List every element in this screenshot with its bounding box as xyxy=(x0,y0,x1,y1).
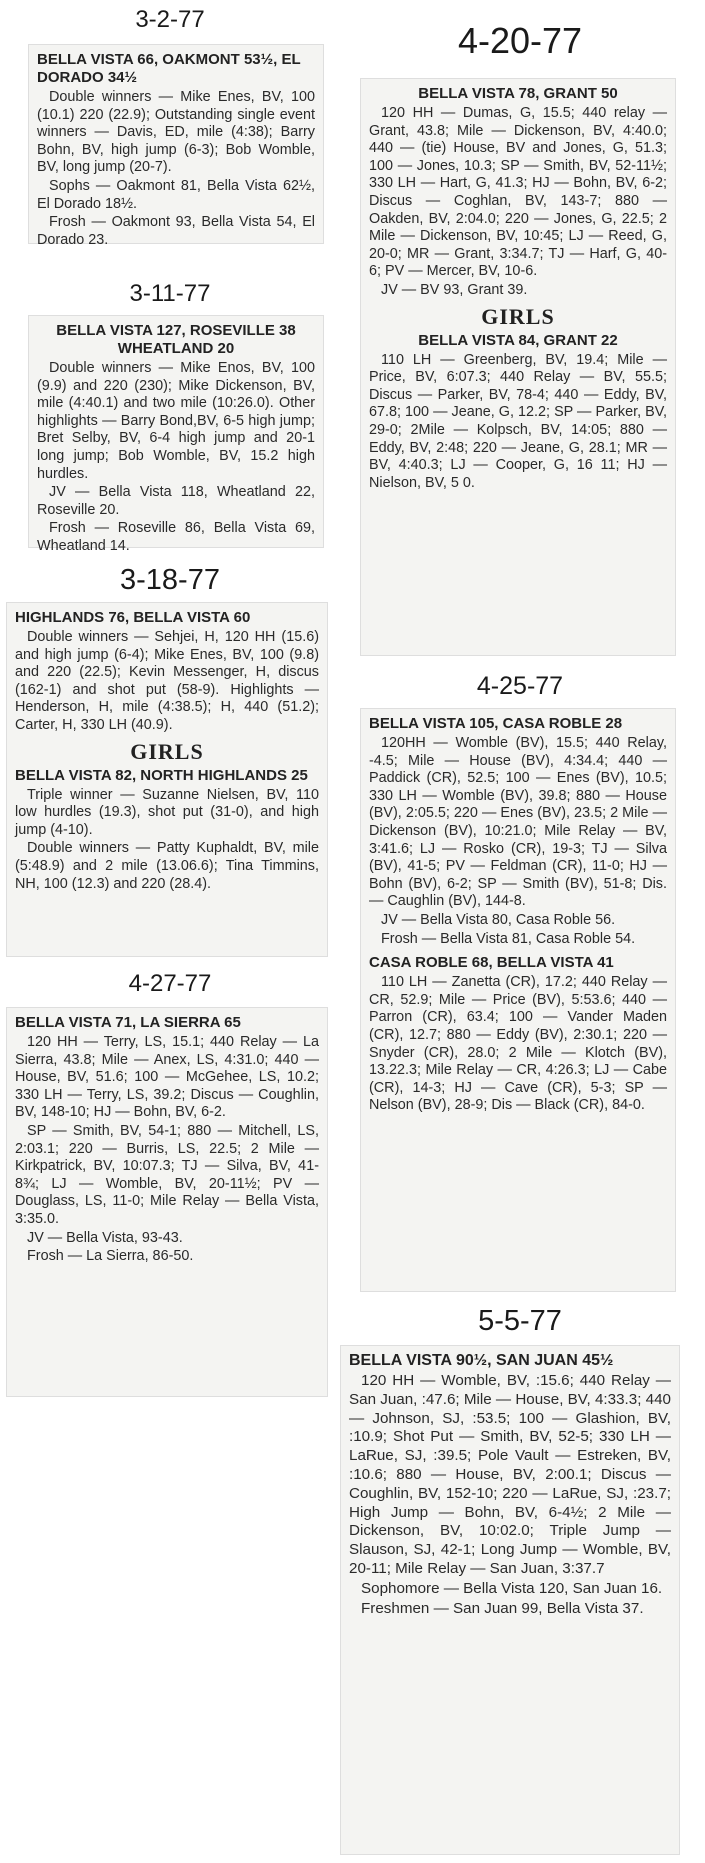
clipping-4-20-77 xyxy=(360,78,676,656)
meet-results-body xyxy=(15,1034,319,1266)
results-paragraph: JV — Bella Vista 80, Casa Roble 56. xyxy=(381,911,616,928)
clipping-3-18-77 xyxy=(6,602,328,957)
results-paragraph: 120HH — Womble (BV), 15.5; 440 Relay, -4.5; Mile — House (BV), 4:34.4; 440 — Paddick (CR), 52.5; 100 — Enes (BV), 10.5; 330 LH — Womble (BV), 39.8; 880 — House (BV), 2:05.5; 220 — Enes (BV), 23.5; 2 Mile — Dickenson (BV), 10:21.0; Mile Relay — BV, 3:41.6; LJ — Rosko (CR), 19-3; TJ — Silva (BV), 41-5; PV — Feldman (CR), 11-0; HJ — Bohn (BV), 6-2; SP — Smith (BV), 51-8; Dis. — Caughlin (BV), 144-8. xyxy=(369,735,667,910)
girls-meet-score-headline: BELLA VISTA 82, NORTH HIGHLANDS 25 xyxy=(15,766,308,784)
date-heading-3-11-77: 3-11-77 xyxy=(129,280,211,307)
date-heading-3-2-77: 3-2-77 xyxy=(135,6,205,33)
results-paragraph: Frosh — Bella Vista 81, Casa Roble 54. xyxy=(381,930,636,947)
clipping-3-11-77 xyxy=(28,315,324,554)
girls-meet-score-headline: BELLA VISTA 84, GRANT 22 xyxy=(418,331,618,349)
results-paragraph: Frosh — Roseville 86, Bella Vista 69, Wheatland 14. xyxy=(37,520,315,554)
date-heading-5-5-77: 5-5-77 xyxy=(478,1305,562,1337)
results-paragraph: Double winners — Patty Kuphaldt, BV, mile (5:48.9) and 2 mile (13.06.6); Tina Timmins, NH, 100 (12.3) and 220 (28.4). xyxy=(15,840,319,892)
meet-results-body xyxy=(15,629,319,735)
meet-score-headline: BELLA VISTA 78, GRANT 50 xyxy=(418,85,618,102)
date-heading-4-25-77: 4-25-77 xyxy=(476,672,564,700)
results-paragraph: JV — Bella Vista, 93-43. xyxy=(27,1229,183,1246)
meet-results-body xyxy=(37,89,315,249)
results-paragraph: Double winners — Sehjei, H, 120 HH (15.6) and high jump (6-4); Mike Enes, BV, 100 (9.8) and 220 (22.5); Kevin Messenger, H, discus (162-1) and shot put (58-9). Highlights — Henderson, H, mile (4:38.5); H, 440 (51.2); Carter, H, 330 LH (40.9). xyxy=(15,629,319,733)
results-paragraph: SP — Smith, BV, 54-1; 880 — Mitchell, LS, 2:03.1; 220 — Burris, LS, 22.5; 2 Mile — Kirkpatrick, BV, 10:07.3; TJ — Silva, BV, 41-8¾; LJ — Womble, BV, 20-11½; PV — Douglass, LS, 11-0; Mile Relay — Bella Vista, 3:35.0. xyxy=(15,1122,319,1227)
girls-results-body xyxy=(369,352,667,493)
results-paragraph: Triple winner — Suzanne Nielsen, BV, 110 low hurdles (19.3), shot put (31-0), and high jump (4-10). xyxy=(15,786,319,838)
results-paragraph: 110 LH — Zanetta (CR), 17.2; 440 Relay — CR, 52.9; Mile — Price (BV), 5:53.6; 440 — Parron (CR), 63.4; 100 — Vander Maden (CR), 12.7; 880 — Eddy (BV), 2:30.1; 220 — Snyder (CR), 28.0; 2 Mile — Klotch (BV), 13.22.3; Mile Relay — CR, 4:26.3; LJ — Cabe (CR), 14-3; HJ — Cave (CR), 5-3; SP — Nelson (BV), 28-9; Dis — Black (CR), 84-0. xyxy=(369,974,667,1114)
results-paragraph: Sophomore — Bella Vista 120, San Juan 16. xyxy=(361,1579,663,1597)
meet-score-headline: BELLA VISTA 90½, SAN JUAN 45½ xyxy=(349,1352,614,1369)
results-paragraph: 120 HH — Dumas, G, 15.5; 440 relay — Grant, 43.8; Mile — Dickenson, BV, 4:40.0; 440 — (tie) House, BV and Jones, G, 51.3; 100 — Jones, 10.3; SP — Smith, BV, 52-11½; 330 LH — Hart, G, 41.3; HJ — Bohn, BV, 6-2; Discus — Coghlan, BV, 143-7; 880 — Oakden, BV, 2:04.0; 220 — Jones, G, 22.5; 2 Mile — Dickenson, BV, 10:45; LJ — Reed, G, 20-0; MR — Grant, 3:34.7; TJ — Harf, G, 40-6; PV — Mercer, BV, 10-6. xyxy=(369,105,667,280)
results-paragraph: Freshmen — San Juan 99, Bella Vista 37. xyxy=(361,1599,644,1617)
meet-results-body xyxy=(369,105,667,300)
meet-score-headline: BELLA VISTA 127, ROSEVILLE 38 WHEATLAND 20 xyxy=(56,322,296,357)
results-paragraph: Frosh — Oakmont 93, Bella Vista 54, El Dorado 23. xyxy=(37,214,315,248)
results-paragraph: JV — BV 93, Grant 39. xyxy=(381,281,528,298)
results-paragraph: Sophs — Oakmont 81, Bella Vista 62½, El Dorado 18½. xyxy=(37,177,315,212)
second-meet-score-headline: CASA ROBLE 68, BELLA VISTA 41 xyxy=(369,954,614,972)
meet-score-headline: HIGHLANDS 76, BELLA VISTA 60 xyxy=(15,609,251,626)
second-meet-results-body xyxy=(369,974,667,1115)
results-paragraph: 110 LH — Greenberg, BV, 19.4; Mile — Price, BV, 6:07.3; 440 Relay — BV, 55.5; Discus — Parker, BV, 78-4; 440 — Eddy, BV, 67.8; 100 — Jeane, G, 12.2; SP — Parker, BV, 29-0; 2Mile — Kolpsch, BV, 14:05; 880 — Eddy, BV, 2:48; 220 — Jeane, G, 28.1; MR — BV, 4:40.3; LJ — Cooper, G, 16 11; HJ — Nielson, BV, 5 0. xyxy=(369,351,667,491)
girls-section-heading: GIRLS xyxy=(130,738,204,764)
date-heading-4-20-77: 4-20-77 xyxy=(457,20,583,61)
meet-results-body xyxy=(369,735,667,948)
date-heading-4-27-77: 4-27-77 xyxy=(128,970,212,997)
results-paragraph: 120 HH — Womble, BV, :15.6; 440 Relay — San Juan, :47.6; Mile — House, BV, 4:33.3; 440 — Johnson, SJ, :53.5; 100 — Glashion, BV, :10.9; Shot Put — Smith, BV, 52-5; 330 LH — LaRue, SJ, :39.5; Pole Vault — Estreken, BV, :10.6; 880 — House, BV, 2:00.1; Discus — Coughlin, BV, 152-10; 220 — LaRue, SJ, :23.7; High Jump — Bohn, BV, 6-4½; 2 Mile — Dickenson, BV, 10:02.0; Triple Jump — Slauson, SJ, 42-1; Long Jump — Womble, BV, 20-11; Mile Relay — San Juan, 3:37.7 xyxy=(349,1372,671,1577)
clipping-4-25-77 xyxy=(360,708,676,1292)
date-heading-3-18-77: 3-18-77 xyxy=(120,564,220,596)
meet-score-headline: BELLA VISTA 66, OAKMONT 53½, EL DORADO 34½ xyxy=(37,51,301,86)
results-paragraph: JV — Bella Vista 118, Wheatland 22, Roseville 20. xyxy=(37,484,315,518)
meet-score-headline: BELLA VISTA 105, CASA ROBLE 28 xyxy=(369,715,623,732)
results-paragraph: Frosh — La Sierra, 86-50. xyxy=(27,1248,194,1265)
girls-section-heading: GIRLS xyxy=(481,303,555,329)
results-paragraph: Double winners — Mike Enes, BV, 100 (10.1) 220 (22.9); Outstanding single event winners — Davis, ED, mile (4:38); Barry Bohn, BV, high jump (6-3); Bob Womble, BV, long jump (20-7). xyxy=(37,89,315,176)
girls-results-body xyxy=(15,787,319,894)
meet-results-body xyxy=(349,1372,671,1618)
clipping-3-2-77 xyxy=(28,44,324,248)
clipping-4-27-77 xyxy=(6,1007,328,1397)
clipping-5-5-77 xyxy=(340,1345,680,1855)
meet-score-headline: BELLA VISTA 71, LA SIERRA 65 xyxy=(15,1014,241,1031)
results-paragraph: Double winners — Mike Enos, BV, 100 (9.9) and 220 (230); Mike Dickenson, BV, mile (4:40.1) and two mile (10:26.0). Other highlights — Barry Bond,BV, 6-5 high jump; Bret Selby, BV, 6-4 high jump and 20-1 long jump; Bob Womble, BV, 15.2 high hurdles. xyxy=(37,360,315,482)
meet-results-body xyxy=(37,360,315,556)
results-paragraph: 120 HH — Terry, LS, 15.1; 440 Relay — La Sierra, 43.8; Mile — Anex, LS, 4:31.0; 440 — House, BV, 51.6; 100 — McGehee, LS, 10.2; 330 LH — Terry, LS, 39.2; Discus — Coughlin, BV, 148-10; HJ — Bohn, BV, 6-2. xyxy=(15,1034,319,1121)
